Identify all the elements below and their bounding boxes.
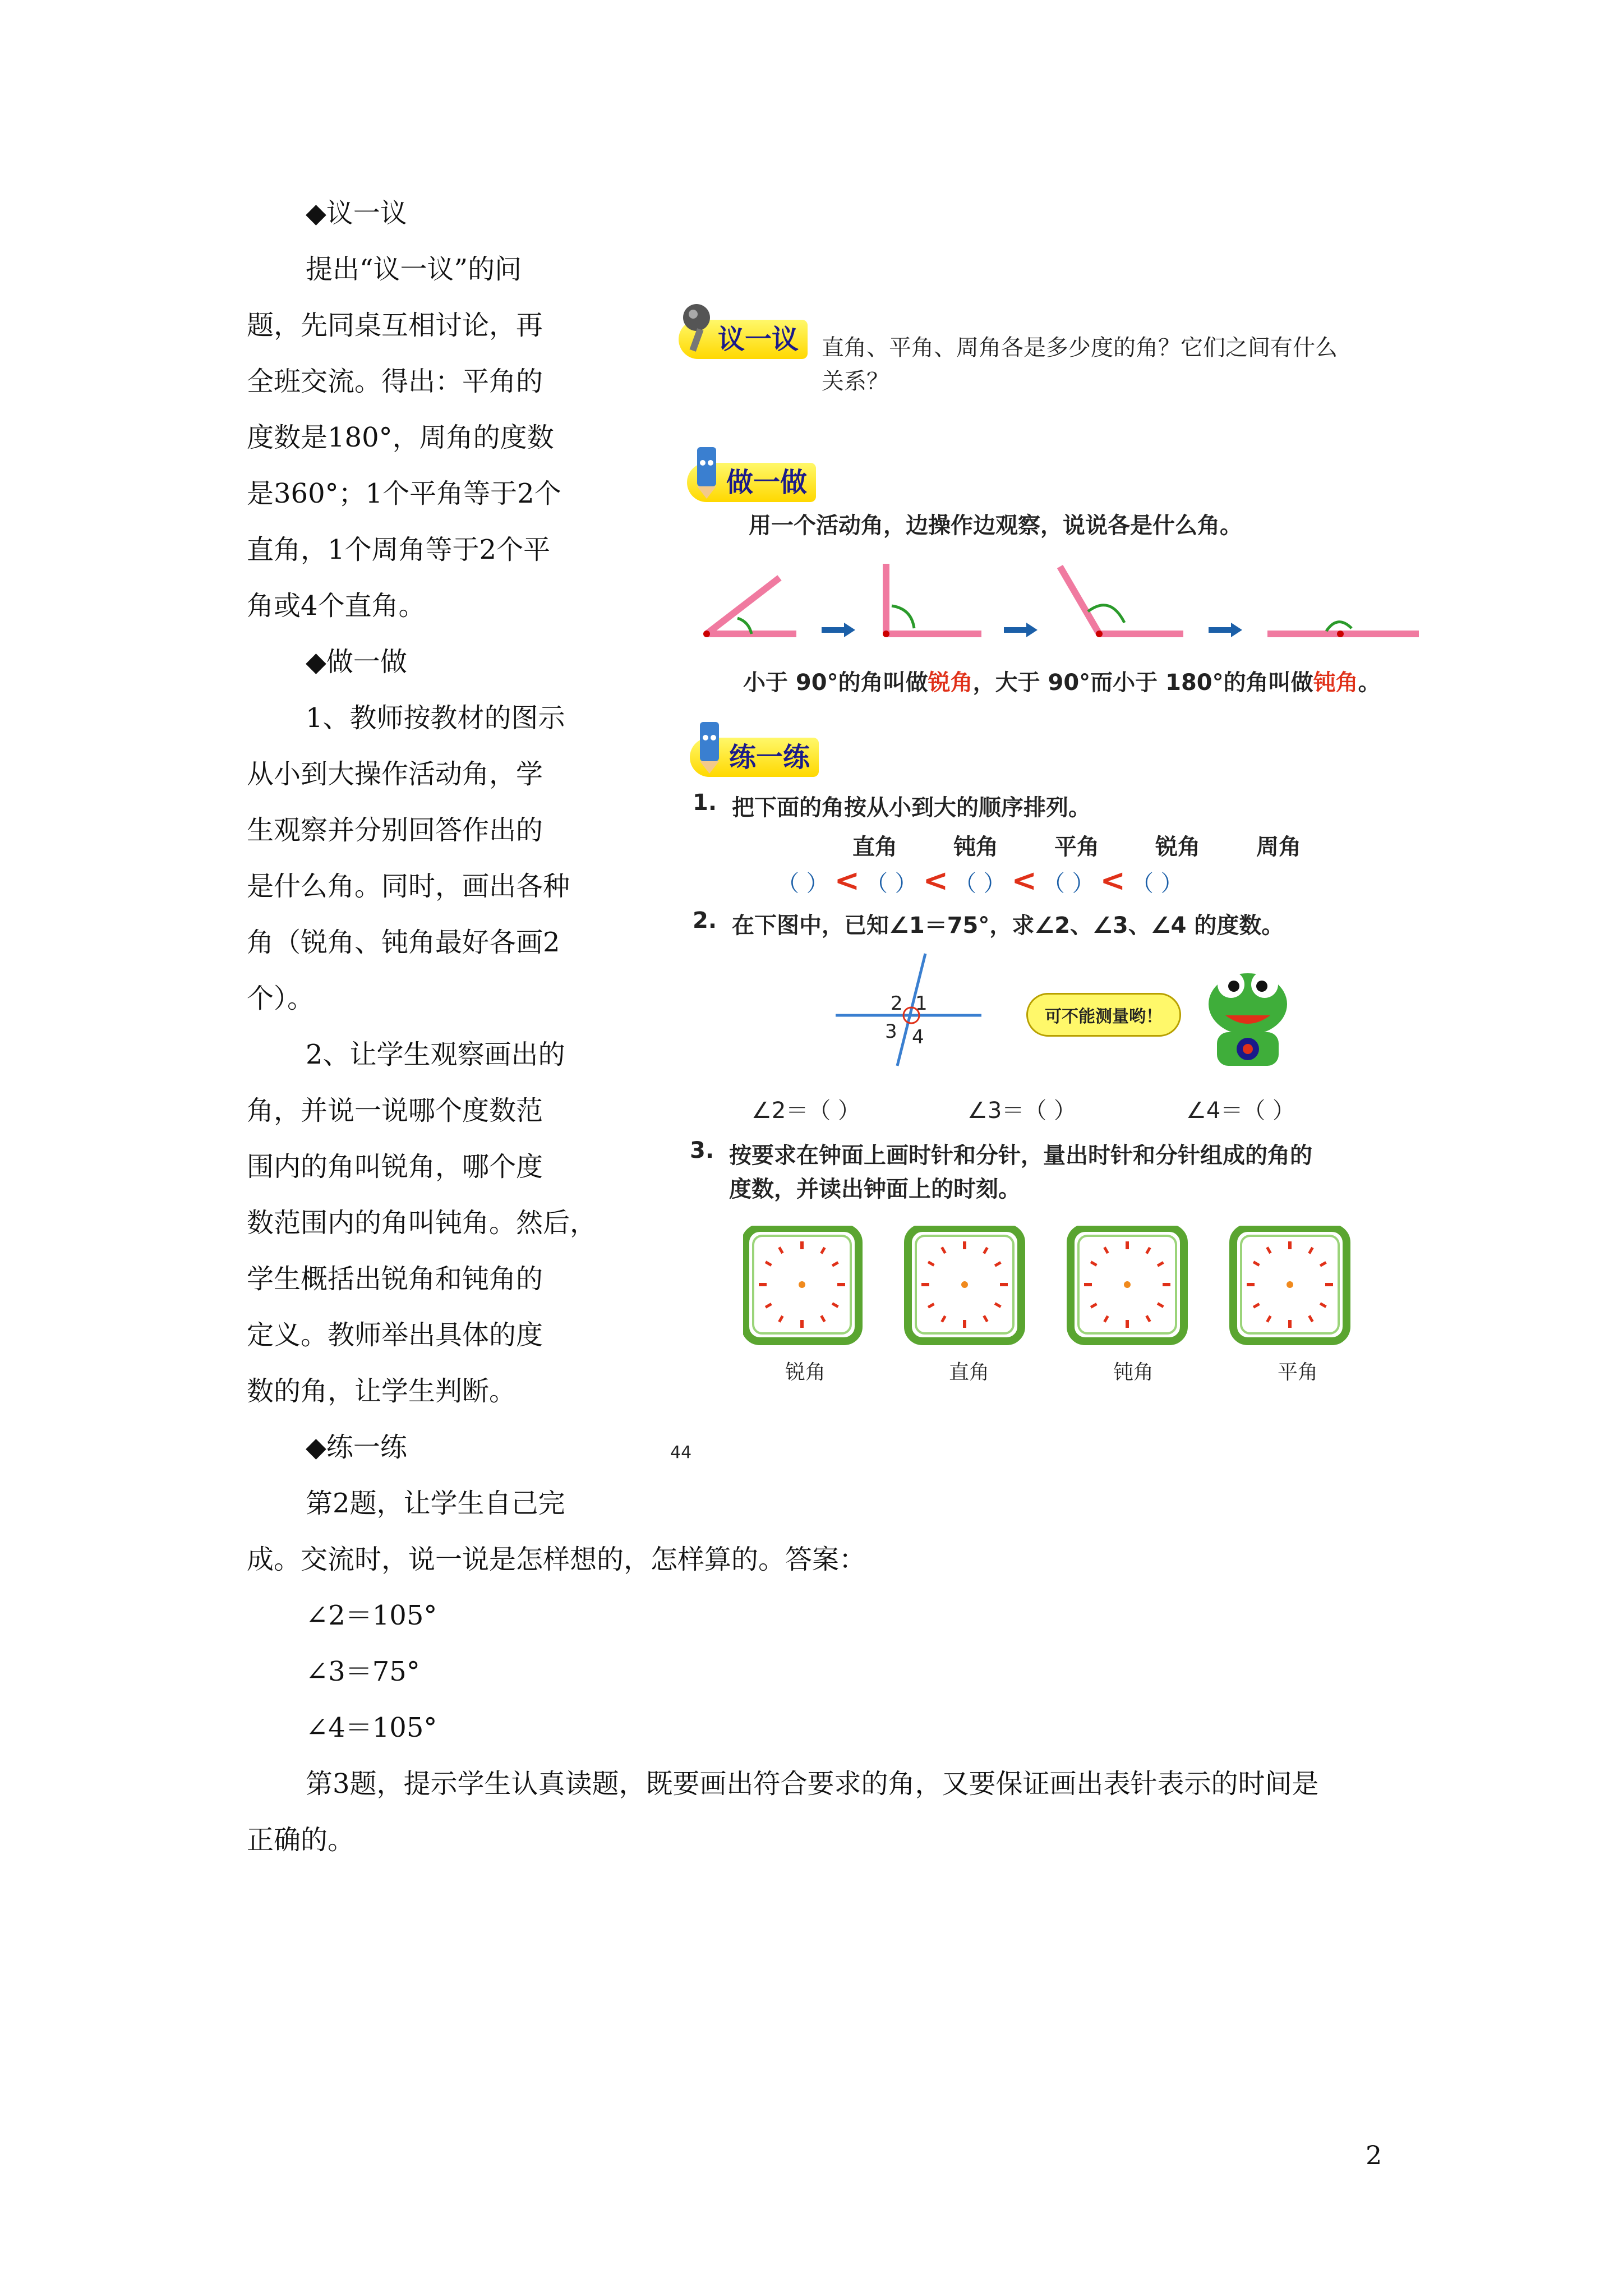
- angle-definition: 小于 90°的角叫做锐角，大于 90°而小于 180°的角叫做钝角。: [743, 670, 1381, 696]
- q3-text: 度数，并读出钟面上的时刻。: [729, 1176, 1021, 1202]
- discuss-line: 全班交流。得出：平角的: [247, 366, 543, 397]
- q1-angle-name: 钝角: [953, 834, 998, 860]
- do-line: 角，并说一说哪个度数范: [247, 1095, 543, 1126]
- q3-note-line: 正确的。: [247, 1824, 355, 1856]
- do-instruction: 用一个活动角，边操作边观察，说说各是什么角。: [749, 513, 1242, 539]
- arrow-right-icon: [822, 623, 855, 637]
- clock-face-acute: [745, 1228, 859, 1341]
- speech-bubble: 可不能测量哟！: [1026, 993, 1181, 1037]
- intersecting-lines-diagram: [830, 948, 987, 1071]
- clock-face-obtuse: [1071, 1228, 1184, 1341]
- practice-badge: [690, 738, 819, 777]
- do-line: 定义。教师举出具体的度: [247, 1319, 543, 1351]
- discuss-line: 提出“议一议”的问: [306, 254, 522, 285]
- microphone-icon: [673, 301, 723, 357]
- q2-text: 在下图中，已知∠1＝75°，求∠2、∠3、∠4 的度数。: [732, 913, 1284, 938]
- discuss-badge-label: 议一议: [718, 324, 799, 355]
- q1-angle-name: 直角: [852, 834, 897, 860]
- practice-badge-label: 练一练: [729, 742, 810, 773]
- discuss-line: 角或4个直角。: [247, 590, 426, 622]
- clock-label: 平角: [1278, 1361, 1318, 1384]
- q1-blank[interactable]: （ ）: [953, 871, 1006, 896]
- q1-text: 把下面的角按从小到大的顺序排列。: [732, 795, 1091, 821]
- do-badge: [687, 463, 816, 502]
- obtuse-term: 钝角: [1313, 670, 1358, 696]
- q2-answer-blank[interactable]: ∠3＝（ ）: [967, 1098, 1077, 1124]
- obtuse-angle-figure: [1060, 567, 1183, 637]
- clock-label: 钝角: [1113, 1361, 1154, 1384]
- pencil-icon: [681, 444, 732, 500]
- do-line: 数范围内的角叫钝角。然后，: [247, 1207, 597, 1239]
- pencil-icon: [684, 719, 735, 775]
- q1-blank[interactable]: （ ）: [1131, 871, 1183, 896]
- arrow-right-icon: [1209, 623, 1242, 637]
- q1-angle-name: 周角: [1256, 834, 1301, 860]
- heading-do: ◆做一做: [306, 646, 407, 678]
- discuss-question: 直角、平角、周角各是多少度的角？它们之间有什么: [822, 335, 1338, 361]
- discuss-line: 是360°；1个平角等于2个: [247, 478, 561, 509]
- angle-sequence-diagram: [695, 555, 1430, 651]
- right-angle-figure: [883, 564, 981, 637]
- do-line: 数的角，让学生判断。: [247, 1375, 517, 1407]
- q1-angle-name: 平角: [1054, 834, 1099, 860]
- q1-number: 1.: [693, 790, 717, 816]
- discuss-line: 度数是180°，周角的度数: [247, 422, 554, 453]
- do-line: 个）。: [247, 983, 315, 1014]
- do-line: 是什么角。同时，画出各种: [247, 871, 570, 902]
- clock-face-straight: [1233, 1228, 1347, 1341]
- q1-blank[interactable]: （ ）: [777, 871, 829, 896]
- discuss-line: 题，先同桌互相讨论，再: [247, 310, 543, 341]
- q3-text: 按要求在钟面上画时针和分针，量出时针和分针组成的角的: [729, 1143, 1312, 1168]
- q1-blank[interactable]: （ ）: [1042, 871, 1095, 896]
- page-number: 2: [1366, 2140, 1382, 2170]
- discuss-line: 直角，1个周角等于2个平: [247, 534, 551, 565]
- answer-angle-2: ∠2＝105°: [306, 1600, 437, 1631]
- heading-discuss: ◆议一议: [306, 197, 407, 229]
- angle-label: 3: [885, 1020, 897, 1043]
- arrow-right-icon: [1004, 623, 1038, 637]
- do-line: 围内的角叫锐角，哪个度: [247, 1151, 543, 1182]
- q1-blank[interactable]: （ ）: [865, 871, 917, 896]
- acute-angle-figure: [703, 578, 796, 637]
- q2-number: 2.: [693, 908, 717, 933]
- acute-term: 锐角: [928, 670, 973, 696]
- q2-answer-blank[interactable]: ∠4＝（ ）: [1186, 1098, 1295, 1124]
- answer-angle-4: ∠4＝105°: [306, 1712, 437, 1743]
- q3-number: 3.: [690, 1138, 714, 1163]
- do-line: 生观察并分别回答作出的: [247, 815, 543, 846]
- clock-label: 直角: [949, 1361, 990, 1384]
- do-line: 1、教师按教材的图示: [306, 702, 565, 734]
- do-line: 从小到大操作活动角，学: [247, 758, 543, 790]
- q3-note-line: 第3题，提示学生认真读题，既要画出符合要求的角，又要保证画出表针表示的时间是: [306, 1768, 1319, 1800]
- heading-practice: ◆练一练: [306, 1432, 407, 1463]
- q2-intro: 第2题，让学生自己完: [306, 1488, 565, 1519]
- clock-label: 锐角: [785, 1361, 826, 1384]
- clock-face-right: [908, 1228, 1021, 1341]
- textbook-page-number: 44: [670, 1443, 692, 1462]
- q1-blank-row: （ ） < （ ） < （ ） < （ ） < （ ）: [777, 863, 1183, 898]
- frog-mascot-icon: [1195, 965, 1295, 1071]
- q2-answer-blank[interactable]: ∠2＝（ ）: [751, 1098, 861, 1124]
- do-line: 2、让学生观察画出的: [306, 1039, 565, 1070]
- do-line: 角（锐角、钝角最好各画2: [247, 927, 560, 958]
- angle-label: 2: [891, 992, 903, 1015]
- do-line: 学生概括出锐角和钝角的: [247, 1263, 543, 1295]
- q1-angle-name: 锐角: [1155, 834, 1200, 860]
- discuss-question: 关系？: [822, 369, 889, 394]
- angle-label: 1: [915, 992, 928, 1015]
- discuss-badge: [679, 320, 808, 359]
- angle-label: 4: [912, 1026, 924, 1048]
- clock-faces-row: [743, 1226, 1360, 1352]
- do-badge-label: 做一做: [726, 467, 808, 498]
- answer-angle-3: ∠3＝75°: [306, 1656, 420, 1687]
- q2-continue: 成。交流时，说一说是怎样想的，怎样算的。答案：: [247, 1544, 866, 1575]
- straight-angle-figure: [1267, 622, 1419, 637]
